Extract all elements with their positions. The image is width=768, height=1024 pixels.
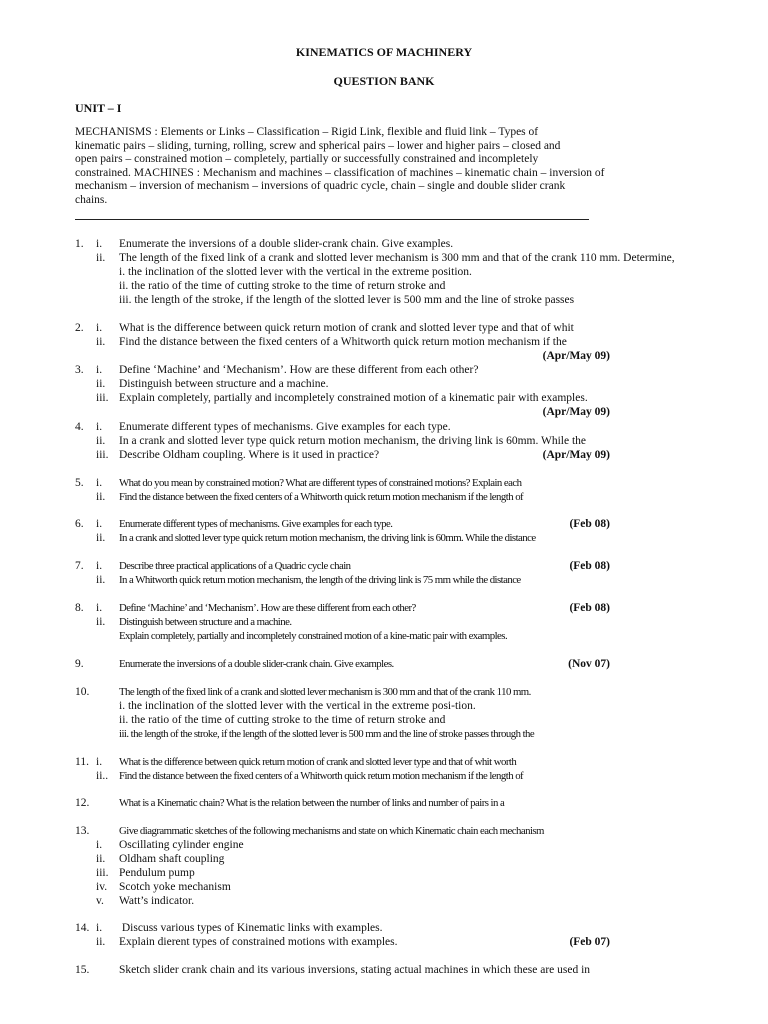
section-divider xyxy=(75,219,589,220)
question-text: iii. the length of the stroke, if the length of the slotted lever is 500 mm and the line of stroke passes through the xyxy=(119,728,535,740)
question-text: Define ‘Machine’ and ‘Mechanism’. How are these different from each other? xyxy=(119,602,416,614)
exam-date-tag: (Apr/May 09) xyxy=(542,350,610,362)
exam-date-tag: (Feb 08) xyxy=(569,518,610,530)
question-text: ii. the ratio of the time of cutting stroke to the time of return stroke and xyxy=(119,714,446,726)
question-text: iii. the length of the stroke, if the length of the slotted lever is 500 mm and the line of stroke passes xyxy=(119,294,575,306)
syllabus-line: open pairs – constrained motion – completely, partially or successfully constrained and incompletely xyxy=(75,153,539,166)
question-text: Define ‘Machine’ and ‘Mechanism’. How are these different from each other? xyxy=(119,364,479,376)
syllabus-line: mechanism – inversion of mechanism – inversions of quadric cycle, chain – single and double slider crank xyxy=(75,180,566,193)
exam-date-tag: (Feb 08) xyxy=(569,560,610,572)
question-number: 15. xyxy=(75,964,90,976)
question-number: 6. xyxy=(75,518,84,530)
subpart-label: ii. xyxy=(96,252,106,264)
subpart-label: i. xyxy=(96,560,103,572)
syllabus-line: MECHANISMS : Elements or Links – Classification – Rigid Link, flexible and fluid link – Types of xyxy=(75,126,539,138)
question-text: The length of the fixed link of a crank and slotted lever mechanism is 300 mm and that of the crank 110 mm. xyxy=(119,686,531,698)
question-text: Explain completely, partially and incompletely constrained motion of a kine-matic pair with examples. xyxy=(119,630,508,642)
exam-date-tag: (Nov 07) xyxy=(568,658,610,670)
subpart-label: iv. xyxy=(96,881,108,893)
exam-date-tag: (Apr/May 09) xyxy=(542,449,610,461)
question-number: 12. xyxy=(75,797,90,809)
question-text: Enumerate the inversions of a double slider-crank chain. Give examples. xyxy=(119,658,394,670)
question-text: i. the inclination of the slotted lever with the vertical in the extreme posi-tion. xyxy=(119,700,476,712)
subpart-label: iii. xyxy=(96,392,109,404)
subpart-label: ii. xyxy=(96,936,106,948)
question-text: Enumerate different types of mechanisms. Give examples for each type. xyxy=(119,518,393,530)
question-number: 1. xyxy=(75,238,84,250)
question-text: Enumerate different types of mechanisms. Give examples for each type. xyxy=(119,421,451,433)
question-number: 8. xyxy=(75,602,84,614)
question-text: In a crank and slotted lever type quick return motion mechanism, the driving link is 60mm. While the distance xyxy=(119,532,536,544)
subpart-label: i. xyxy=(96,756,103,768)
subpart-label: ii. xyxy=(96,435,106,447)
question-text: What is a Kinematic chain? What is the relation between the number of links and number of pairs in a xyxy=(119,797,505,809)
question-text: Sketch slider crank chain and its various inversions, stating actual machines in which these are used in xyxy=(119,964,591,976)
subpart-label: i. xyxy=(96,518,103,530)
subpart-label: iii. xyxy=(96,449,109,461)
syllabus-paragraph xyxy=(75,126,635,208)
question-number: 9. xyxy=(75,658,84,670)
page-subtitle: QUESTION BANK xyxy=(333,74,435,88)
question-text: Describe three practical applications of a Quadric cycle chain xyxy=(119,560,351,572)
question-text: i. the inclination of the slotted lever with the vertical in the extreme position. xyxy=(119,266,472,278)
question-number: 11. xyxy=(75,756,89,768)
syllabus-line: constrained. MACHINES : Mechanism and machines – classification of machines – kinematic chain – inversion of xyxy=(75,166,605,179)
subpart-label: i. xyxy=(96,421,103,433)
subpart-label: ii. xyxy=(96,336,106,348)
question-number: 13. xyxy=(75,825,90,837)
question-text: What do you mean by constrained motion? What are different types of constrained motions? Explain each xyxy=(119,477,522,489)
question-number: 5. xyxy=(75,477,84,489)
unit-heading: UNIT – I xyxy=(75,101,122,115)
subpart-label: i. xyxy=(96,322,103,334)
question-text: Distinguish between structure and a machine. xyxy=(119,378,329,390)
list-item: Pendulum pump xyxy=(119,867,195,879)
subpart-label: ii. xyxy=(96,378,106,390)
question-number: 4. xyxy=(75,421,84,433)
subpart-label: i. xyxy=(96,477,103,489)
question-text: Find the distance between the fixed centers of a Whitworth quick return motion mechanism if the length of xyxy=(119,770,524,782)
subpart-label: v. xyxy=(96,895,104,907)
subpart-label: ii. xyxy=(96,574,106,586)
list-item: Scotch yoke mechanism xyxy=(119,881,231,893)
question-text: Explain completely, partially and incompletely constrained motion of a kinematic pair with examples. xyxy=(119,392,588,404)
question-text: Find the distance between the fixed centers of a Whitworth quick return motion mechanism if the xyxy=(119,336,567,348)
subpart-label: ii.. xyxy=(96,770,109,782)
question-number: 2. xyxy=(75,322,84,334)
question-number: 10. xyxy=(75,686,90,698)
question-text: Enumerate the inversions of a double slider-crank chain. Give examples. xyxy=(119,238,454,250)
question-text: In a Whitworth quick return motion mechanism, the length of the driving link is 75 mm while the distance xyxy=(119,574,521,586)
exam-date-tag: (Feb 07) xyxy=(569,936,610,948)
question-text: Distinguish between structure and a machine. xyxy=(119,616,292,628)
page-title: KINEMATICS OF MACHINERY xyxy=(295,45,473,59)
question-text: Explain dierent types of constrained motions with examples. xyxy=(119,936,398,948)
syllabus-line: chains. xyxy=(75,193,108,206)
question-text: Give diagrammatic sketches of the following mechanisms and state on which Kinematic chain each mechanism xyxy=(119,825,544,837)
question-number: 3. xyxy=(75,364,84,376)
subpart-label: ii. xyxy=(96,491,106,503)
list-item: Watt’s indicator. xyxy=(119,895,195,907)
list-item: Oldham shaft coupling xyxy=(119,853,225,865)
subpart-label: i. xyxy=(96,602,103,614)
question-text: What is the difference between quick return motion of crank and slotted lever type and that of whit xyxy=(119,322,574,334)
subpart-label: ii. xyxy=(96,616,106,628)
list-item: Oscillating cylinder engine xyxy=(119,839,244,851)
question-text: Discuss various types of Kinematic links with examples. xyxy=(119,922,383,934)
question-text: In a crank and slotted lever type quick return motion mechanism, the driving link is 60mm. While the xyxy=(119,435,587,447)
question-text: ii. the ratio of the time of cutting stroke to the time of return stroke and xyxy=(119,280,446,292)
question-number: 7. xyxy=(75,560,84,572)
syllabus-line: kinematic pairs – sliding, turning, rolling, screw and spherical pairs – lower and higher pairs – closed and xyxy=(75,139,561,152)
subpart-label: i. xyxy=(96,922,103,934)
question-text: What is the difference between quick return motion of crank and slotted lever type and that of whit worth xyxy=(119,756,517,768)
question-number: 14. xyxy=(75,922,90,934)
question-text: Describe Oldham coupling. Where is it used in practice? xyxy=(119,449,380,461)
subpart-label: ii. xyxy=(96,532,106,544)
subpart-label: iii. xyxy=(96,867,109,879)
subpart-label: i. xyxy=(96,364,103,376)
subpart-label: i. xyxy=(96,238,103,250)
subpart-label: ii. xyxy=(96,853,106,865)
exam-date-tag: (Feb 08) xyxy=(569,602,610,614)
question-text: Find the distance between the fixed centers of a Whitworth quick return motion mechanism if the length of xyxy=(119,491,524,503)
subpart-label: i. xyxy=(96,839,103,851)
exam-date-tag: (Apr/May 09) xyxy=(542,406,610,418)
question-text: The length of the fixed link of a crank and slotted lever mechanism is 300 mm and that of the crank 110 mm. Determine, xyxy=(119,252,675,264)
